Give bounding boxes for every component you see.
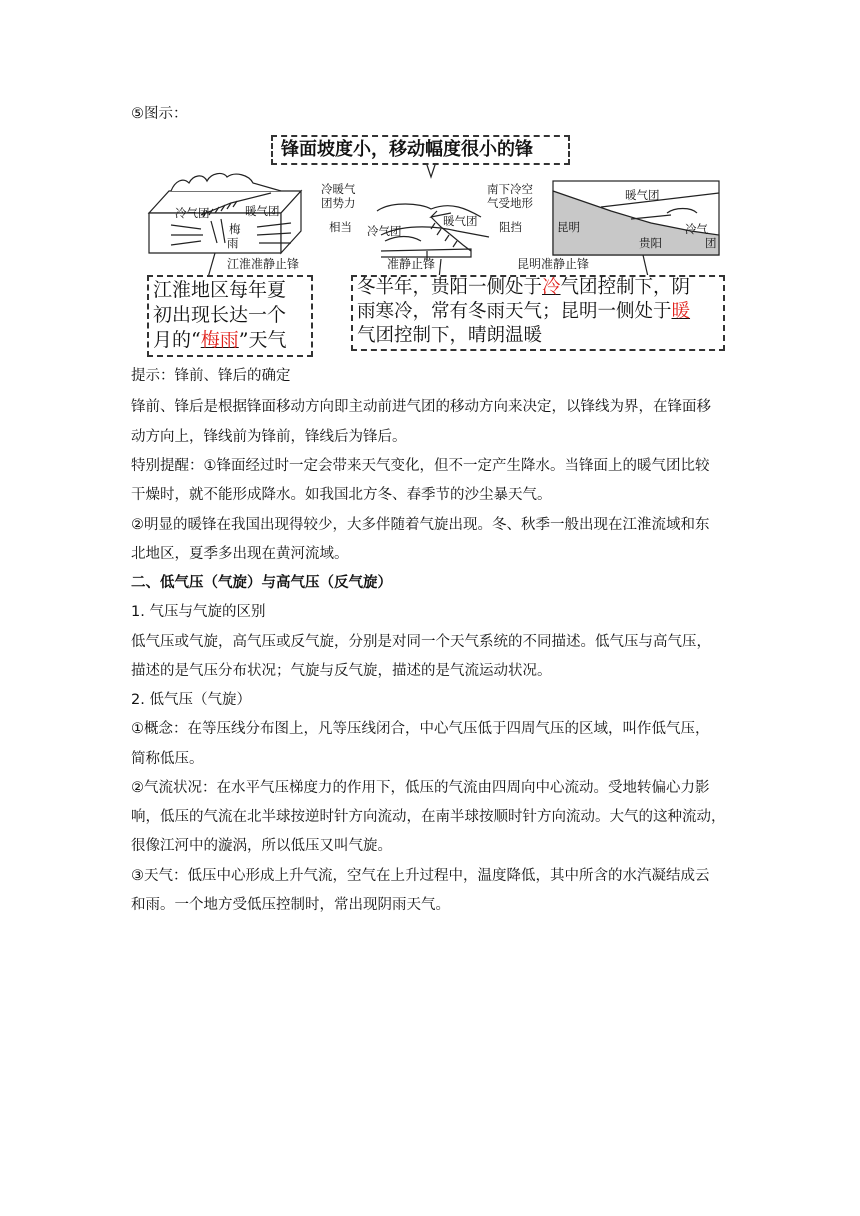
diagram-title: 锋面坡度小，移动幅度很小的锋 [281, 139, 533, 160]
middle-note-3: 相当 [329, 220, 352, 234]
right-cold-mass-label-2: 团 [705, 236, 717, 250]
kg-desc-line-1 [357, 275, 690, 301]
right-note-3: 阻挡 [499, 220, 522, 234]
paragraph-line-1: 提示：锋前、锋后的确定 [131, 368, 291, 384]
paragraph-line-2: 锋前、锋后是根据锋面移动方向即主动前进气团的移动方向来决定，以锋线为界，在锋面移 [131, 399, 711, 415]
paragraph-line-17: 很像江河中的漩涡，所以低压又叫气旋。 [131, 838, 392, 854]
paragraph-line-18: ③天气：低压中心形成上升气流，空气在上升过程中，温度降低，其中所含的水汽凝结成云 [131, 868, 710, 884]
meiyu-description-box [147, 275, 313, 357]
jianghuai-front-label: 江淮准静止锋 [227, 257, 300, 271]
kg-desc-line-2 [357, 299, 690, 325]
paragraph-line-5: 干燥时，就不能形成降水。如我国北方冬、春季节的沙尘暴天气。 [131, 487, 552, 503]
kg-desc-1a: 冬半年，贵阳一侧处于 [357, 277, 543, 298]
kg-desc-line-3: 气团控制下，晴朗温暖 [357, 325, 543, 346]
figure-label: ⑤图示： [131, 106, 188, 122]
paragraph-line-10: 低气压或气旋，高气压或反气旋，分别是对同一个天气系统的不同描述。低气压与高气压， [131, 634, 711, 650]
meiyu-desc-line-1: 江淮地区每年夏 [153, 279, 287, 301]
cold-answer: 冷 [542, 277, 561, 298]
kg-desc-1c: 气团控制下，阴 [560, 277, 691, 298]
kunming-front-label: 昆明准静止锋 [517, 257, 590, 271]
subheading-1: 1. 气压与气旋的区别 [131, 604, 266, 620]
left-cold-mass-label: 冷气团 [175, 206, 210, 220]
meiyu-desc-line-3 [153, 327, 286, 353]
meiyu-label-2: 雨 [227, 236, 239, 250]
meiyu-desc-3a: 月的“ [153, 329, 201, 351]
paragraph-line-7: 北地区，夏季多出现在黄河流域。 [131, 546, 349, 562]
paragraph-line-11: 描述的是气压分布状况；气旋与反气旋，描述的是气流运动状况。 [131, 663, 552, 679]
right-note-2: 气受地形 [487, 196, 533, 210]
middle-note-2: 团势力 [321, 196, 356, 210]
kg-desc-2a: 雨寒冷，常有冬雨天气；昆明一侧处于 [357, 301, 672, 322]
section-heading: 二、低气压（气旋）与高气压（反气旋） [131, 575, 392, 591]
kunming-guiyang-description-box [351, 275, 725, 351]
right-cold-mass-label-1: 冷气 [685, 222, 708, 236]
meiyu-answer: 梅雨 [200, 329, 239, 351]
warm-answer: 暖 [671, 301, 691, 322]
paragraph-line-13: ①概念：在等压线分布图上，凡等压线闭合，中心气压低于四周气压的区域，叫作低气压， [131, 721, 710, 737]
right-note-1: 南下冷空 [487, 182, 533, 196]
paragraph-line-15: ②气流状况：在水平气压梯度力的作用下，低压的气流由四周向中心流动。受地转偏心力影 [131, 780, 710, 796]
quasi-stationary-front-label: 准静止锋 [387, 257, 436, 271]
left-warm-mass-label: 暖气团 [245, 204, 280, 218]
paragraph-line-3: 动方向上，锋线前为锋前，锋线后为锋后。 [131, 429, 407, 445]
paragraph-line-19: 和雨。一个地方受低压控制时，常出现阴雨天气。 [131, 897, 450, 913]
paragraph-line-6: ②明显的暖锋在我国出现得较少，大多伴随着气旋出现。冬、秋季一般出现在江淮流域和东 [131, 517, 710, 533]
paragraph-line-14: 简称低压。 [131, 751, 204, 767]
front-diagram [131, 131, 728, 357]
middle-note-1: 冷暖气 [321, 182, 356, 196]
right-warm-mass-label: 暖气团 [625, 188, 660, 202]
diagram-title-box [271, 135, 570, 165]
meiyu-desc-line-2: 初出现长达一个 [153, 304, 287, 326]
guiyang-label: 贵阳 [639, 236, 662, 250]
kunming-label: 昆明 [557, 220, 580, 234]
paragraph-line-4: 特别提醒：①锋面经过时一定会带来天气变化，但不一定产生降水。当锋面上的暖气团比较 [131, 458, 710, 474]
meiyu-desc-3c: ”天气 [238, 329, 287, 351]
meiyu-label-1: 梅 [229, 222, 241, 236]
subheading-2: 2. 低气压（气旋） [131, 692, 251, 708]
middle-cold-mass-label: 冷气团 [367, 224, 402, 238]
paragraph-line-16: 响，低压的气流在北半球按逆时针方向流动，在南半球按顺时针方向流动。大气的这种流动， [131, 809, 726, 825]
middle-warm-mass-label: 暖气团 [443, 214, 478, 228]
